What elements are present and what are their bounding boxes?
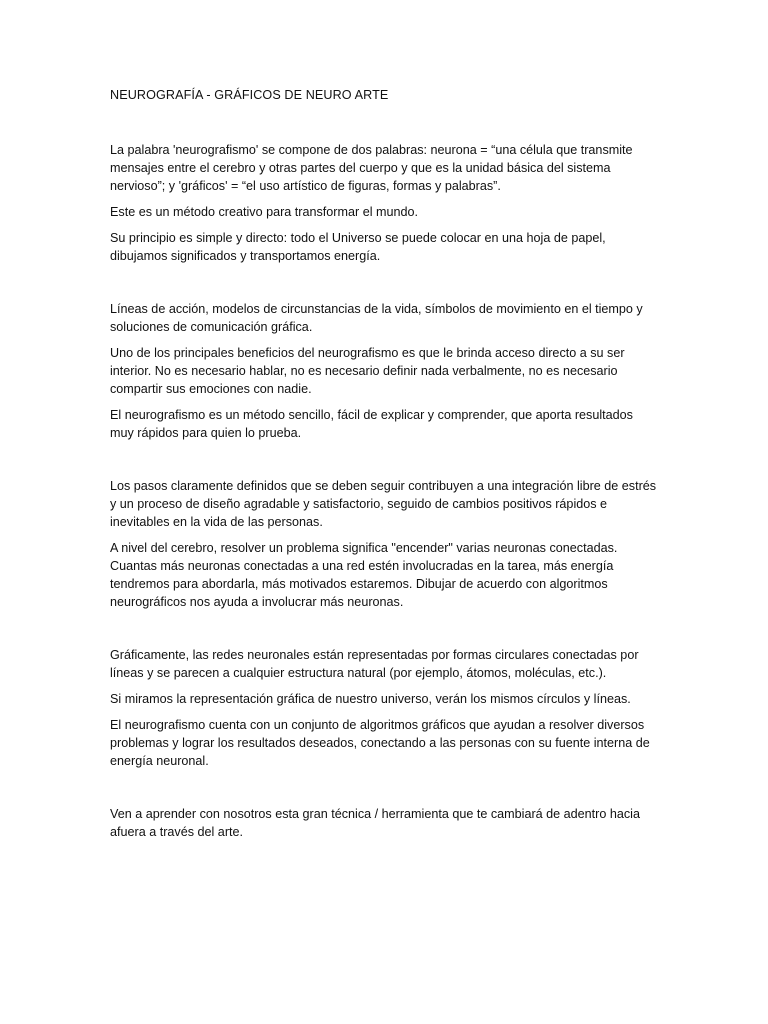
paragraph-11: El neurografismo cuenta con un conjunto de algoritmos gráficos que ayudan a resolver diversos problemas y lograr los resultados deseados, conectando a las personas con su fuente interna de energía neuronal. xyxy=(110,718,650,768)
paragraph-10: Si miramos la representación gráfica de nuestro universo, verán los mismos círculos y líneas. xyxy=(110,692,631,706)
document-title: NEUROGRAFÍA - GRÁFICOS DE NEURO ARTE xyxy=(110,88,389,102)
section-gap xyxy=(110,273,660,300)
section-gap xyxy=(110,450,660,477)
paragraph-4: Líneas de acción, modelos de circunstancias de la vida, símbolos de movimiento en el tiempo y soluciones de comunicación gráfica. xyxy=(110,302,643,334)
paragraph-1: La palabra 'neurografismo' se compone de dos palabras: neurona = “una célula que transmite mensajes entre el cerebro y otras partes del cuerpo y que es la unidad básica del sistema nervioso”; y 'gráficos' = “el uso artístico de figuras, formas y palabras”. xyxy=(110,143,633,193)
paragraph-6: El neurografismo es un método sencillo, fácil de explicar y comprender, que aporta resultados muy rápidos para quien lo prueba. xyxy=(110,408,633,440)
paragraph-7: Los pasos claramente definidos que se deben seguir contribuyen a una integración libre de estrés y un proceso de diseño agradable y satisfactorio, seguido de cambios positivos rápidos e inevitables en la vida de las personas. xyxy=(110,479,657,529)
document-body xyxy=(110,86,660,849)
paragraph-9: Gráficamente, las redes neuronales están representadas por formas circulares conectadas por líneas y se parecen a cualquier estructura natural (por ejemplo, átomos, moléculas, etc.). xyxy=(110,648,639,680)
paragraph-8: A nivel del cerebro, resolver un problema significa "encender" varias neuronas conectadas. Cuantas más neuronas conectadas a una red estén involucradas en la tarea, más energía tendremos para abordarla, más motivados estaremos. Dibujar de acuerdo con algoritmos neurográficos nos ayuda a involucrar más neuronas. xyxy=(110,541,618,609)
section-gap xyxy=(110,778,660,805)
paragraph-12: Ven a aprender con nosotros esta gran técnica / herramienta que te cambiará de adentro hacia afuera a través del arte. xyxy=(110,807,640,839)
paragraph-5: Uno de los principales beneficios del neurografismo es que le brinda acceso directo a su ser interior. No es necesario hablar, no es necesario definir nada verbalmente, no es necesario compartir sus emociones con nadie. xyxy=(110,346,625,396)
paragraph-3: Su principio es simple y directo: todo el Universo se puede colocar en una hoja de papel, dibujamos significados y transportamos energía. xyxy=(110,231,606,263)
paragraph-2: Este es un método creativo para transformar el mundo. xyxy=(110,205,418,219)
section-gap xyxy=(110,619,660,646)
